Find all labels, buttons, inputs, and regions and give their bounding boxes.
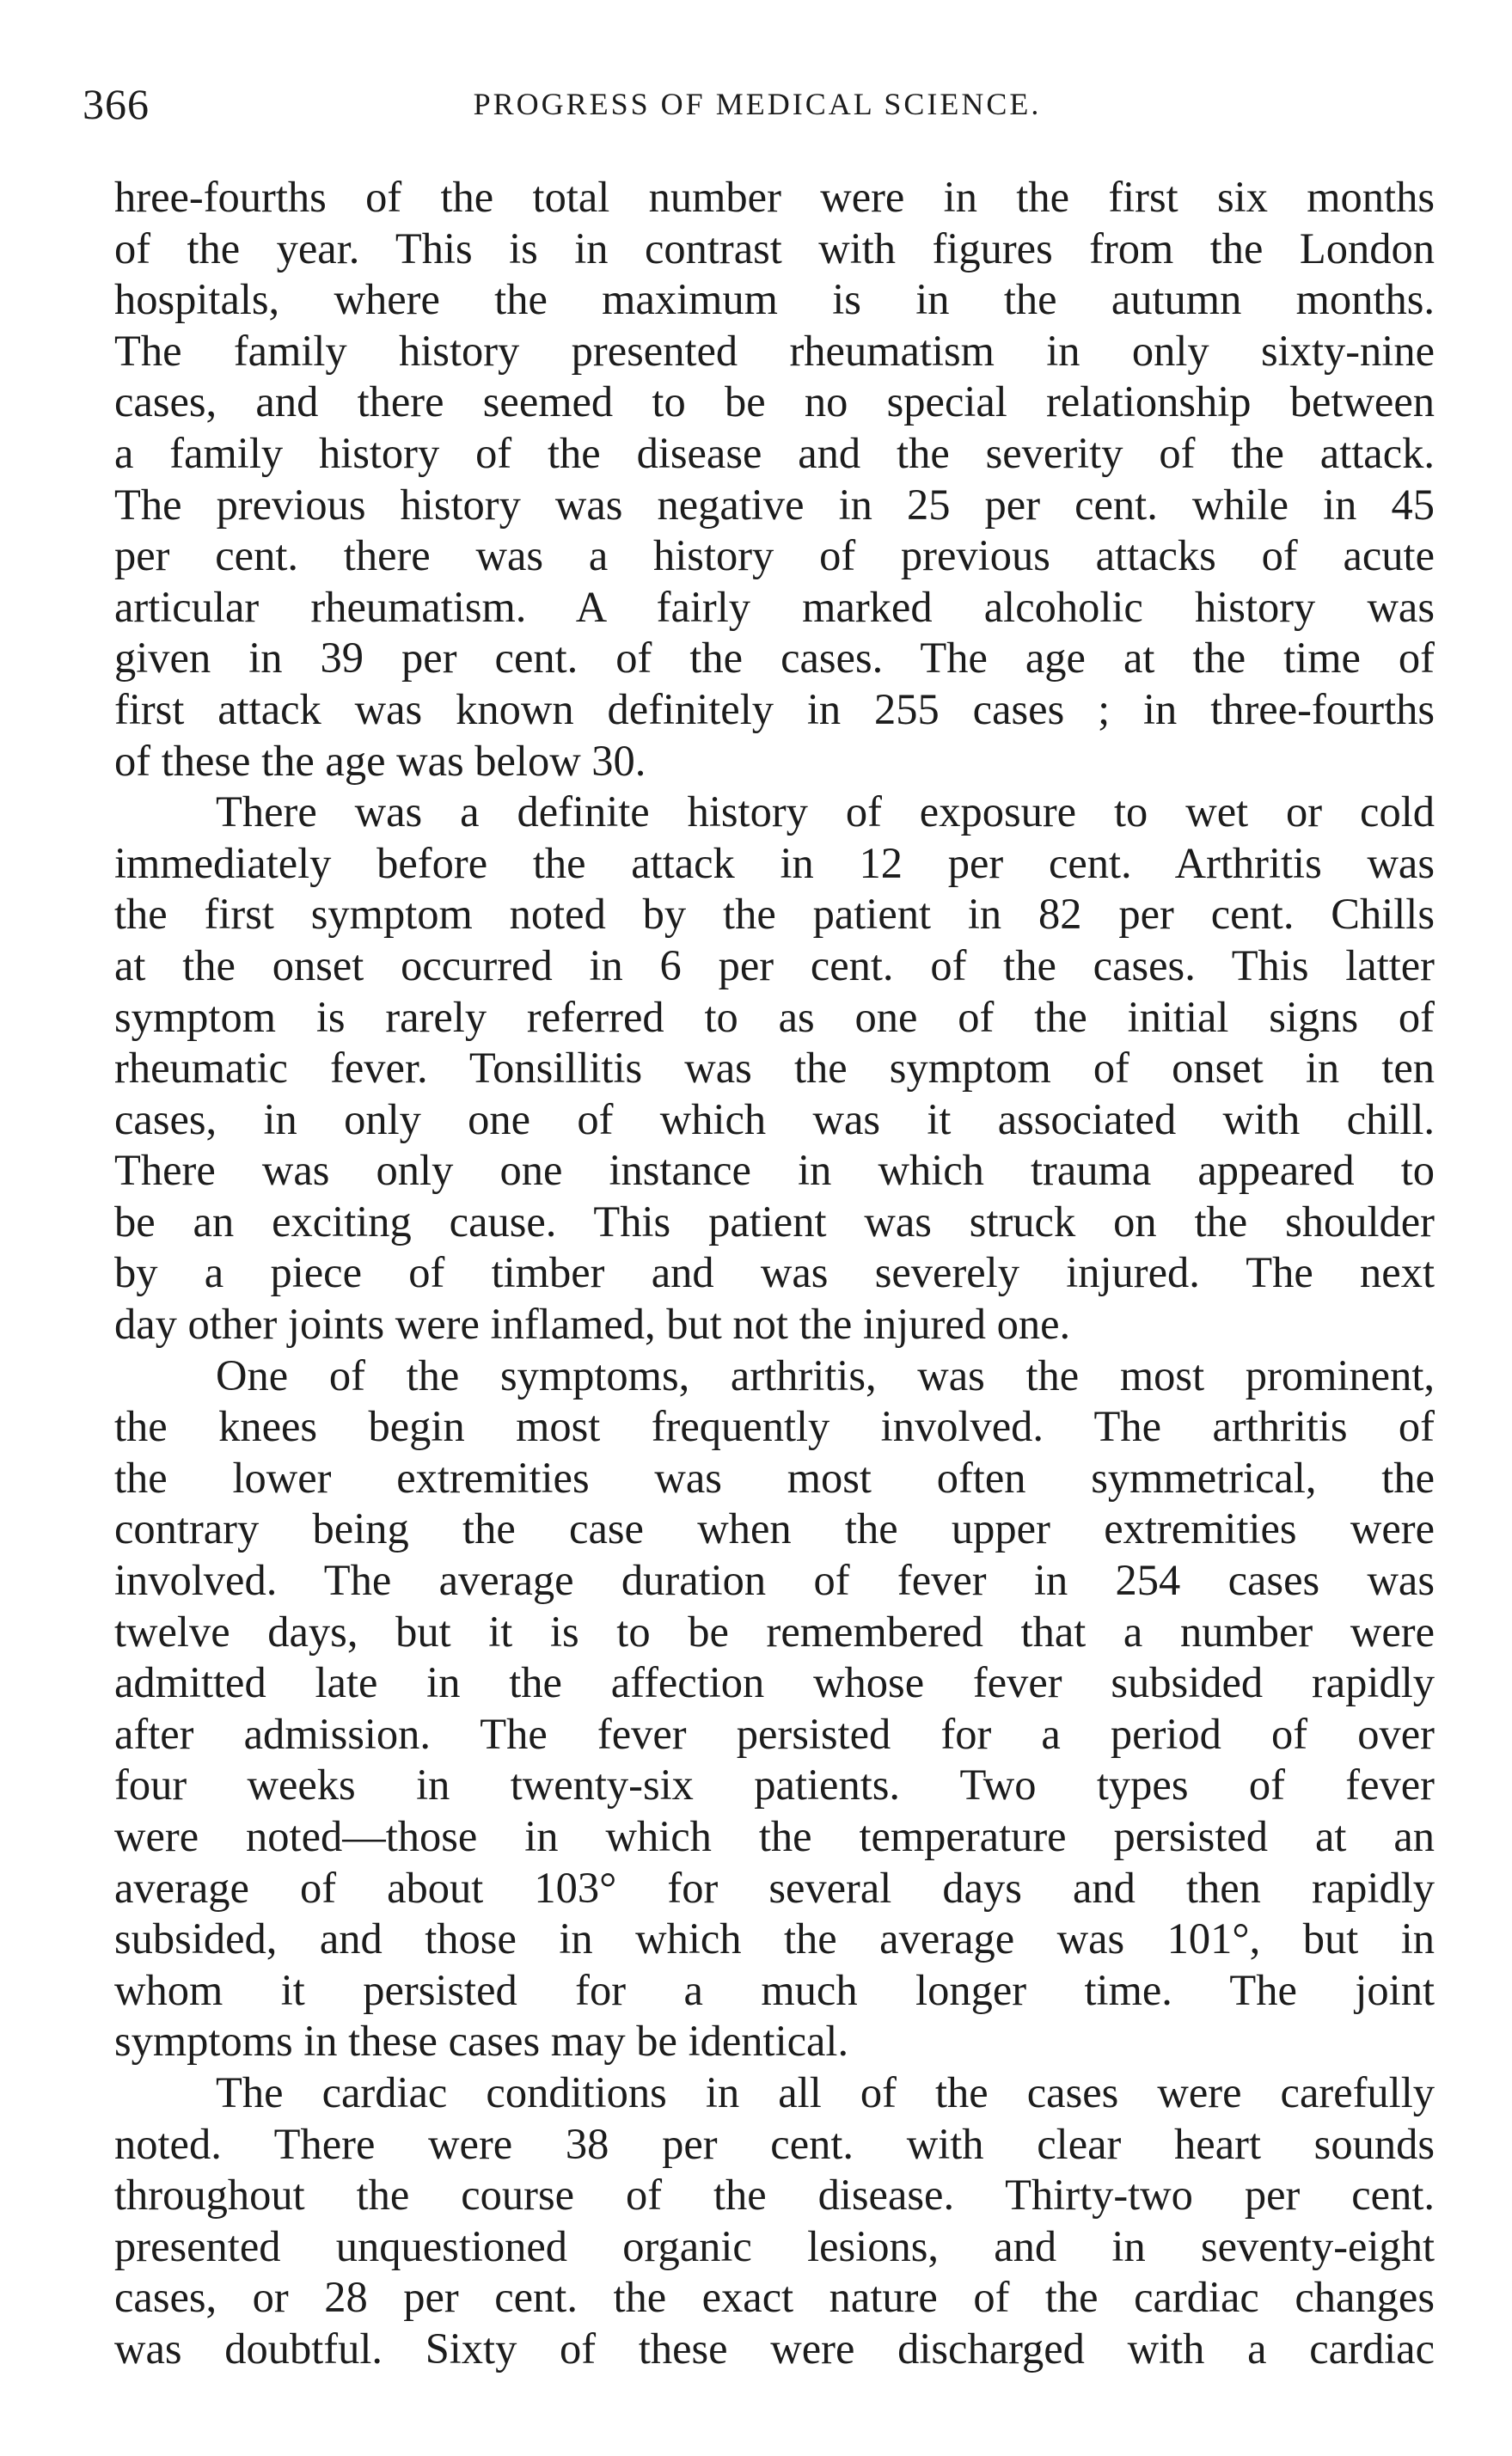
text-line: articular rheumatism. A fairly marked alcoholic history was (114, 582, 1435, 631)
text-line: There was only one instance in which trauma appeared to (114, 1146, 1435, 1195)
text-line: the knees begin most frequently involved. The arthritis of (114, 1402, 1435, 1451)
text-line: after admission. The fever persisted for a period of over (114, 1709, 1435, 1758)
text-line: day other joints were inflamed, but not the injured one. (114, 1300, 1071, 1349)
paragraph (114, 2067, 1435, 2375)
text-line: twelve days, but it is to be remembered that a number were (114, 1607, 1435, 1656)
text-line: first attack was known definitely in 255 cases ; in three-fourths (114, 684, 1435, 733)
text-line: per cent. there was a history of previous attacks of acute (114, 531, 1435, 580)
text-line: One of the symptoms, arthritis, was the most prominent, (216, 1350, 1435, 1399)
text-line: rheumatic fever. Tonsillitis was the symptom of onset in ten (114, 1044, 1435, 1093)
text-line: the lower extremities was most often symmetrical, the (114, 1453, 1435, 1502)
text-line: be an exciting cause. This patient was struck on the shoulder (114, 1197, 1435, 1246)
text-line: a family history of the disease and the severity of the attack. (114, 428, 1435, 477)
text-line: noted. There were 38 per cent. with clear heart sounds (114, 2119, 1435, 2168)
text-line: cases, and there seemed to be no special relationship between (114, 377, 1435, 426)
text-line: hree-fourths of the total number were in the first six months (114, 173, 1435, 221)
text-line: given in 39 per cent. of the cases. The age at the time of (114, 634, 1435, 683)
paragraph (114, 1350, 1435, 2067)
running-head: PROGRESS OF MEDICAL SCIENCE. (473, 87, 1042, 121)
text-line: by a piece of timber and was severely injured. The next (114, 1248, 1435, 1297)
page-number: 366 (83, 80, 150, 128)
text-line: The family history presented rheumatism in only sixty-nine (114, 326, 1435, 375)
text-line: hospitals, where the maximum is in the autumn months. (114, 275, 1435, 324)
text-line: throughout the course of the disease. Thirty-two per cent. (114, 2171, 1435, 2220)
text-line: four weeks in twenty-six patients. Two types of fever (114, 1761, 1435, 1810)
text-line: subsided, and those in which the average was 101°, but in (114, 1914, 1435, 1963)
text-line: of the year. This is in contrast with figures from the London (114, 224, 1435, 273)
text-line: The previous history was negative in 25 per cent. while in 45 (114, 480, 1435, 529)
text-line: cases, in only one of which was it associated with chill. (114, 1094, 1435, 1143)
text-line: immediately before the attack in 12 per cent. Arthritis was (114, 838, 1435, 887)
text-line: The cardiac conditions in all of the cases were carefully (216, 2067, 1435, 2116)
paragraph (114, 172, 1435, 787)
page-header (83, 79, 1432, 131)
paragraph (114, 787, 1435, 1350)
text-line: the first symptom noted by the patient in 82 per cent. Chills (114, 890, 1435, 939)
text-line: admitted late in the affection whose fever subsided rapidly (114, 1658, 1435, 1707)
text-line: contrary being the case when the upper extremities were (114, 1504, 1435, 1553)
text-line: involved. The average duration of fever in 254 cases was (114, 1556, 1435, 1605)
text-line: symptom is rarely referred to as one of the initial signs of (114, 992, 1435, 1041)
body-text (114, 172, 1435, 2375)
text-line: were noted—those in which the temperature persisted at an (114, 1812, 1435, 1860)
text-line: of these the age was below 30. (114, 736, 646, 785)
text-line: symptoms in these cases may be identical. (114, 2017, 849, 2066)
text-line: There was a definite history of exposure to wet or cold (216, 787, 1435, 836)
text-line: cases, or 28 per cent. the exact nature of the cardiac changes (114, 2273, 1435, 2322)
text-line: was doubtful. Sixty of these were discharged with a cardiac (114, 2324, 1435, 2373)
text-line: at the onset occurred in 6 per cent. of the cases. This latter (114, 940, 1435, 989)
text-line: average of about 103° for several days and then rapidly (114, 1863, 1435, 1912)
text-line: whom it persisted for a much longer time. The joint (114, 1965, 1435, 2014)
text-line: presented unquestioned organic lesions, and in seventy-eight (114, 2221, 1435, 2270)
